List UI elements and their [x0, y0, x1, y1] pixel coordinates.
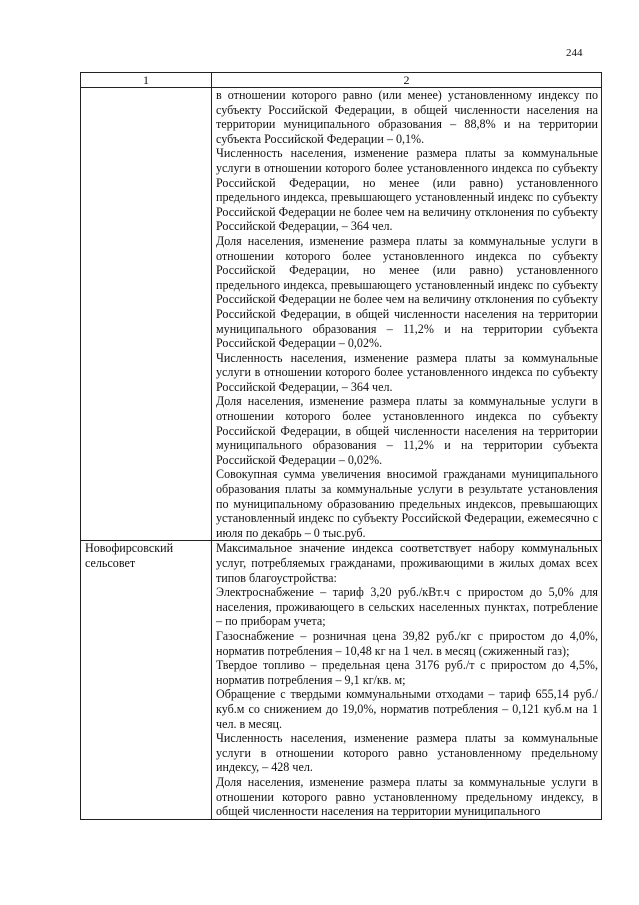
description-cell [212, 88, 602, 541]
description-cell [212, 541, 602, 819]
data-table [80, 72, 602, 820]
paragraph: Доля населения, изменение размера платы за коммунальные услуги в отношении которого более установленного индекса по субъекту Российской Федерации, в общей численности населения на территории муниципального образования – 11,2% и на территории субъекта Российской Федерации – 0,02%. [216, 394, 598, 467]
region-name-cell [81, 88, 212, 541]
table-row [81, 541, 602, 819]
paragraph: Совокупная сумма увеличения вносимой гражданами муниципального образования платы за коммунальные услуги в результате установления по муниципальному образованию предельных индексов, превышающих установленный индекс по субъекту Российской Федерации, ежемесячно с июля по декабрь – 0 тыс.руб. [216, 467, 598, 540]
paragraph: Доля населения, изменение размера платы за коммунальные услуги в отношении которого более установленного индекса по субъекту Российской Федерации, но менее (или равно) установленного предельного индекса, превышающего установленный индекс по субъекту Российской Федерации не более чем на величину отклонения по субъекту Российской Федерации, в общей численности населения на территории муниципального образования – 11,2% и на территории субъекта Российской Федерации – 0,02%. [216, 233, 598, 351]
paragraph: Максимальное значение индекса соответствует набору коммунальных услуг, потребляемых гражданами, проживающими в жилых домах всех типов благоустройства: [216, 541, 598, 585]
page-number: 244 [566, 47, 583, 59]
paragraph: Электроснабжение – тариф 3,20 руб./кВт.ч с приростом до 5,0% для населения, проживающего в сельских населенных пунктах, потребление – по приборам учета; [216, 585, 598, 629]
paragraph: Обращение с твердыми коммунальными отходами – тариф 655,14 руб./куб.м со снижением до 19,0%, норматив потребления – 0,121 куб.м на 1 чел. в месяц. [216, 687, 598, 731]
paragraph: Численность населения, изменение размера платы за коммунальные услуги в отношении которого равно установленному предельному индексу, – 428 чел. [216, 731, 598, 775]
paragraph: Численность населения, изменение размера платы за коммунальные услуги в отношении которого более установленного индекса по субъекту Российской Федерации, но менее (или равно) установленного предельного индекса, превышающего установленный индекс по субъекту Российской Федерации не более чем на величину отклонения по субъекту Российской Федерации, – 364 чел. [216, 146, 598, 234]
table-header-row [81, 73, 602, 88]
paragraph: Доля населения, изменение размера платы за коммунальные услуги в отношении которого равно установленному предельному индексу, в общей численности населения на территории муниципального [216, 774, 598, 819]
region-name-cell: Новофирсовский сельсовет [81, 541, 212, 819]
paragraph: Твердое топливо – предельная цена 3176 руб./т с приростом до 4,5%, норматив потребления – 9,1 кг/кв. м; [216, 658, 598, 687]
column-header-2: 2 [212, 73, 602, 88]
table-row [81, 88, 602, 541]
paragraph: Газоснабжение – розничная цена 39,82 руб./кг с приростом до 4,0%, норматив потребления – 10,48 кг на 1 чел. в месяц (сжиженный газ); [216, 628, 598, 658]
paragraph: в отношении которого равно (или менее) установленному индексу по субъекту Российской Федерации, в общей численности населения на территории муниципального образования – 88,8% и на территории субъекта Российской Федерации – 0,1%. [216, 88, 598, 146]
column-header-1: 1 [81, 73, 212, 88]
paragraph: Численность населения, изменение размера платы за коммунальные услуги в отношении которого более установленного индекса по субъекту Российской Федерации, – 364 чел. [216, 350, 598, 394]
